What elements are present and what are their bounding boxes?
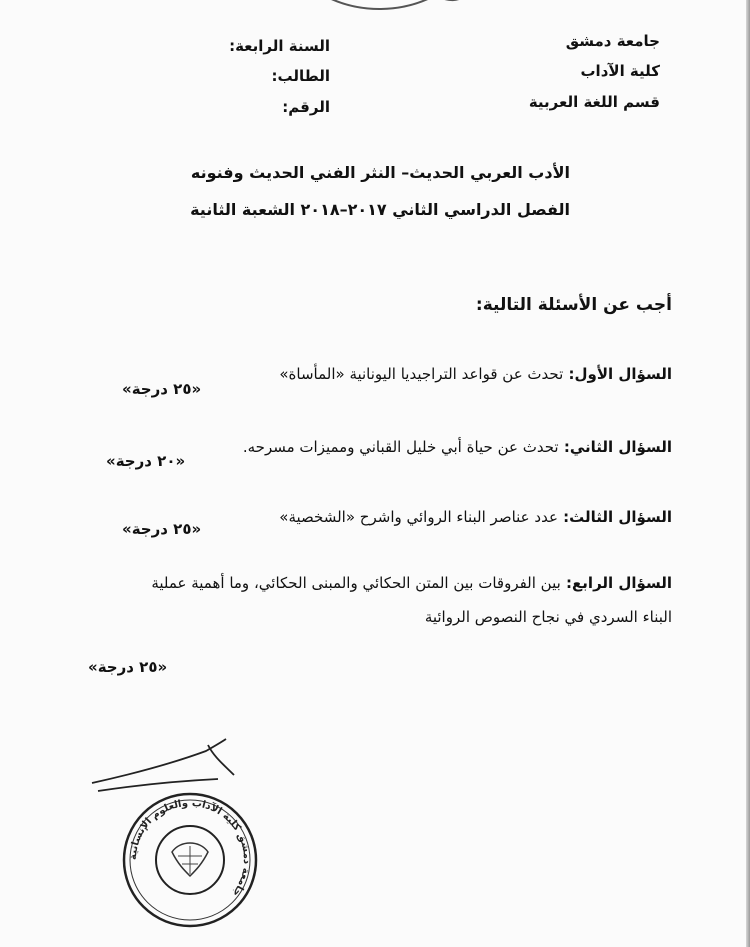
year-label: السنة الرابعة: [229,37,330,55]
question-4-text-line2: البناء السردي في نجاح النصوص الروائية [424,608,672,626]
question-1 [279,365,672,384]
faculty-name: كلية الآداب [580,62,660,80]
signature [88,735,238,795]
instruction: أجب عن الأسئلة التالية: [475,295,672,315]
question-2 [243,438,672,457]
question-3-label: السؤال الثالث: [563,508,672,526]
question-1-label: السؤال الأول: [568,365,672,383]
department-name: قسم اللغة العربية [528,93,660,111]
question-3 [279,508,672,527]
course-title: الأدب العربي الحديث– النثر الفني الحديث وفنونه [190,163,570,182]
semester-line: الفصل الدراسي الثاني ٢٠١٧–٢٠١٨ الشعبة الثانية [190,200,570,219]
official-seal [110,790,270,930]
question-4-label: السؤال الرابع: [566,574,672,592]
question-4-text: بين الفروقات بين المتن الحكائي والمبنى الحكائي، وما أهمية عملية [151,574,561,592]
question-3-text: عدد عناصر البناء الروائي واشرح «الشخصية» [279,508,558,526]
question-2-text: تحدث عن حياة أبي خليل القباني ومميزات مسرحه. [242,438,559,456]
scan-mark-top [320,0,470,18]
question-1-marks: «٢٥ درجة» [122,380,202,398]
student-label: الطالب: [271,67,330,85]
question-3-marks: «٢٥ درجة» [122,520,202,538]
question-2-label: السؤال الثاني: [563,438,672,456]
question-2-marks: «٢٠ درجة» [106,452,186,470]
university-name: جامعة دمشق [565,32,660,50]
question-1-text: تحدث عن قواعد التراجيديا اليونانية «المأساة» [279,365,564,383]
seal-text: جامعة دمشق كلية الآداب والعلوم الإنسانية [127,797,253,899]
question-4 [151,574,672,593]
number-label: الرقم: [282,98,330,116]
question-4-marks: «٢٥ درجة» [88,658,168,676]
